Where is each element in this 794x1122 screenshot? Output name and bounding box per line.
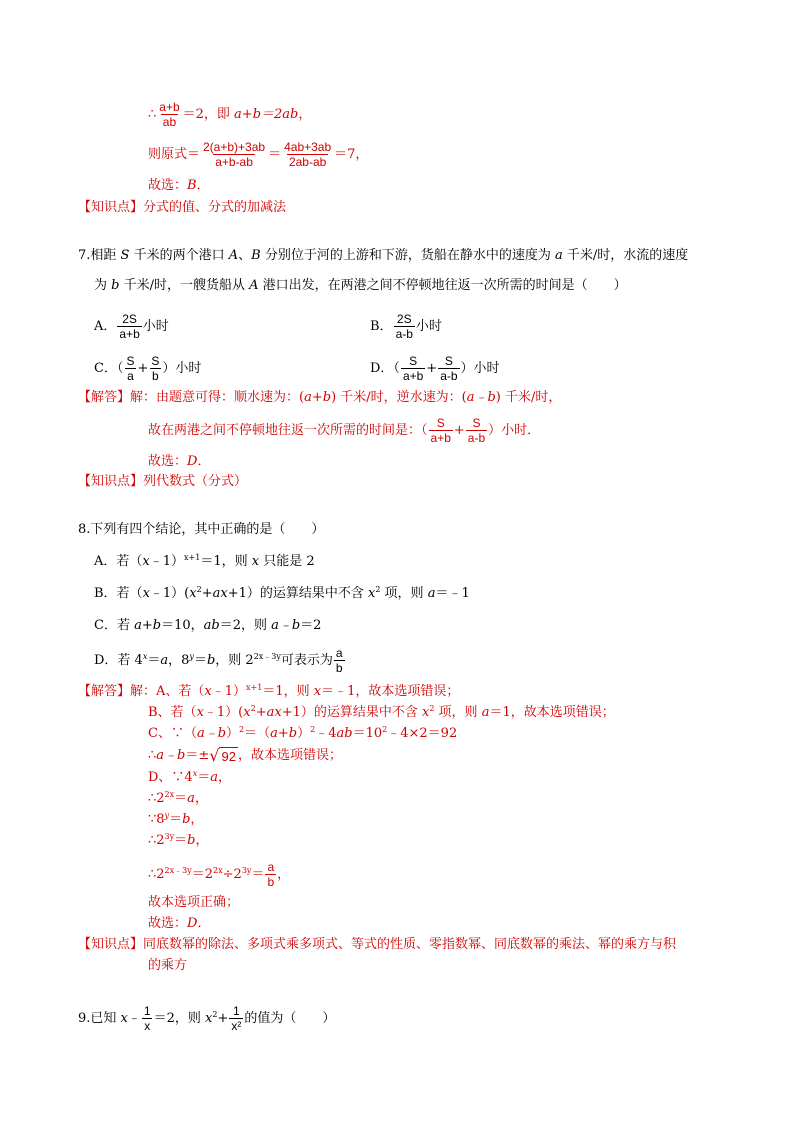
q6-knowledge-point: 【知识点】分式的值、分式的加减法 — [78, 200, 287, 215]
fraction: $\frac{S}{a+b}$ — [430, 416, 451, 445]
fraction: $\frac{S}{a-b}$ — [440, 354, 458, 383]
fraction: $\frac{4ab+3ab}{2ab-ab}$ — [284, 140, 332, 169]
fraction: $\frac{S}{a-b}$ — [467, 416, 486, 445]
q9-stem: 9.已知 x﹣ $\frac{1}{x}$ ＝2，则 $x^2+$ $\frac{1}{\text{x²}}$ 的值为（ ） — [78, 1004, 336, 1033]
q6-line1: ∴ $\frac{a+b}{ab}$ ＝2，即 a+b＝2ab， — [148, 100, 312, 129]
fraction: $\frac{a+b}{ab}$ — [159, 100, 180, 129]
square-root: √ 92 — [209, 745, 236, 765]
fraction: $\frac{2S}{a+b}$ — [119, 312, 140, 341]
fraction: $\frac{a}{b}$ — [267, 860, 275, 889]
q8-knowledge-point-cont: 的乘方 — [148, 958, 188, 973]
q7-option-a[interactable]: A． $\frac{2S}{a+b}$ 小时 — [94, 312, 169, 341]
q7-stem-line2: 为 b 千米/时，一艘货船从 A 港口出发，在两港之间不停顿地往返一次所需的时间是（ ） — [94, 278, 627, 293]
fraction: $\frac{S}{a}$ — [126, 354, 135, 383]
q8-answer-line6: $\therefore 2^{2x}=a$， — [148, 790, 208, 806]
q7-choice: 故选：D． — [148, 454, 211, 469]
fraction: $\frac{S}{b}$ — [151, 354, 160, 383]
q6-line2: 则原式＝ $\frac{2(a+b)+3ab}{a+b-ab}$ ＝ $\frac{4ab+3ab}{2ab-ab}$ ＝7， — [148, 140, 369, 169]
fraction: $\frac{2S}{a-b}$ — [395, 312, 413, 341]
fraction: $\frac{S}{a+b}$ — [402, 354, 424, 383]
q6-choice: 故选：B． — [148, 178, 210, 193]
q8-answer-line9: $\therefore 2^{2x﹣3y}=2^{2x}\div 2^{3y}=$ $\frac{a}{b}$ ， — [148, 860, 291, 889]
q7-option-d[interactable]: D．（ $\frac{S}{a+b}$ + $\frac{S}{a-b}$ ）小时 — [370, 354, 500, 383]
q8-answer-line8: $\therefore 2^{3y}=b$， — [148, 832, 209, 848]
q7-stem-line1: 7.相距 S 千米的两个港口 A、B 分别位于河的上游和下游，货船在静水中的速度为 a 千米/时，水流的速度 — [78, 248, 689, 263]
q8-stem: 8.下列有四个结论，其中正确的是（ ） — [78, 522, 325, 537]
q8-answer-line3: C、$\because(a﹣b)^2=(a+b)^2﹣4ab=10^2﹣4\times 2=92$ — [148, 725, 458, 741]
q8-answer-line5: D、$\because 4^x=a$， — [148, 769, 232, 785]
q8-answer-line1: 【解答】解：A、若（x﹣1）$^{x+1}$＝1，则 x＝﹣1，故本选项错误； — [78, 683, 460, 699]
q8-choice: 故选：D． — [148, 916, 211, 931]
fraction: $\frac{a}{b}$ — [335, 646, 343, 675]
q7-answer-line1: 【解答】解：由题意可得：顺水速为：(a+b) 千米/时，逆水速为：(a﹣b) 千米/时， — [78, 390, 562, 405]
q8-option-c[interactable]: C．若 a+b＝10，ab＝2，则 a﹣b＝2 — [94, 618, 322, 633]
q7-option-b[interactable]: B． $\frac{2S}{a-b}$ 小时 — [370, 312, 442, 341]
q8-knowledge-point: 【知识点】同底数幂的除法、多项式乘多项式、等式的性质、零指数幂、同底数幂的乘法、幂的乘方与积 — [78, 937, 677, 952]
q8-option-a[interactable]: A．若（x﹣1）$^{x+1}$＝1，则 x 只能是 2 — [94, 553, 315, 569]
q8-answer-line2: B、若$(x﹣1)(x^2+ax+1)$的运算结果中不含 $x^2$ 项，则 a＝1，故本选项错误； — [148, 704, 615, 720]
q7-option-c[interactable]: C．（ $\frac{S}{a}$ + $\frac{S}{b}$ ）小时 — [94, 354, 202, 383]
fraction: $\frac{1}{\text{x²}}$ — [231, 1004, 242, 1033]
q7-answer-line2: 故在两港之间不停顿地往返一次所需的时间是：（ $\frac{S}{a+b}$ + $\frac{S}{a-b}$ ）小时． — [148, 416, 541, 445]
q8-answer-line7: $\because 8^y=b$， — [148, 811, 204, 827]
fraction: $\frac{1}{x}$ — [143, 1004, 151, 1033]
q8-option-b[interactable]: B．若$(x﹣1)(x^2+ax+1)$的运算结果中不含 $x^2$ 项，则 a＝﹣1 — [94, 585, 470, 601]
q8-answer-line10: 故本选项正确； — [148, 895, 240, 910]
q7-knowledge-point: 【知识点】列代数式（分式） — [78, 474, 248, 489]
q8-answer-line4: ∴a﹣b＝± √ 92 ，故本选项错误； — [148, 745, 342, 765]
fraction: $\frac{2(a+b)+3ab}{a+b-ab}$ — [203, 140, 266, 169]
q8-option-d[interactable]: D．若 $4^x=a$，$8^y=b$，则 $2^{2x﹣3y}$可表示为 $\frac{a}{b}$ — [94, 646, 343, 675]
